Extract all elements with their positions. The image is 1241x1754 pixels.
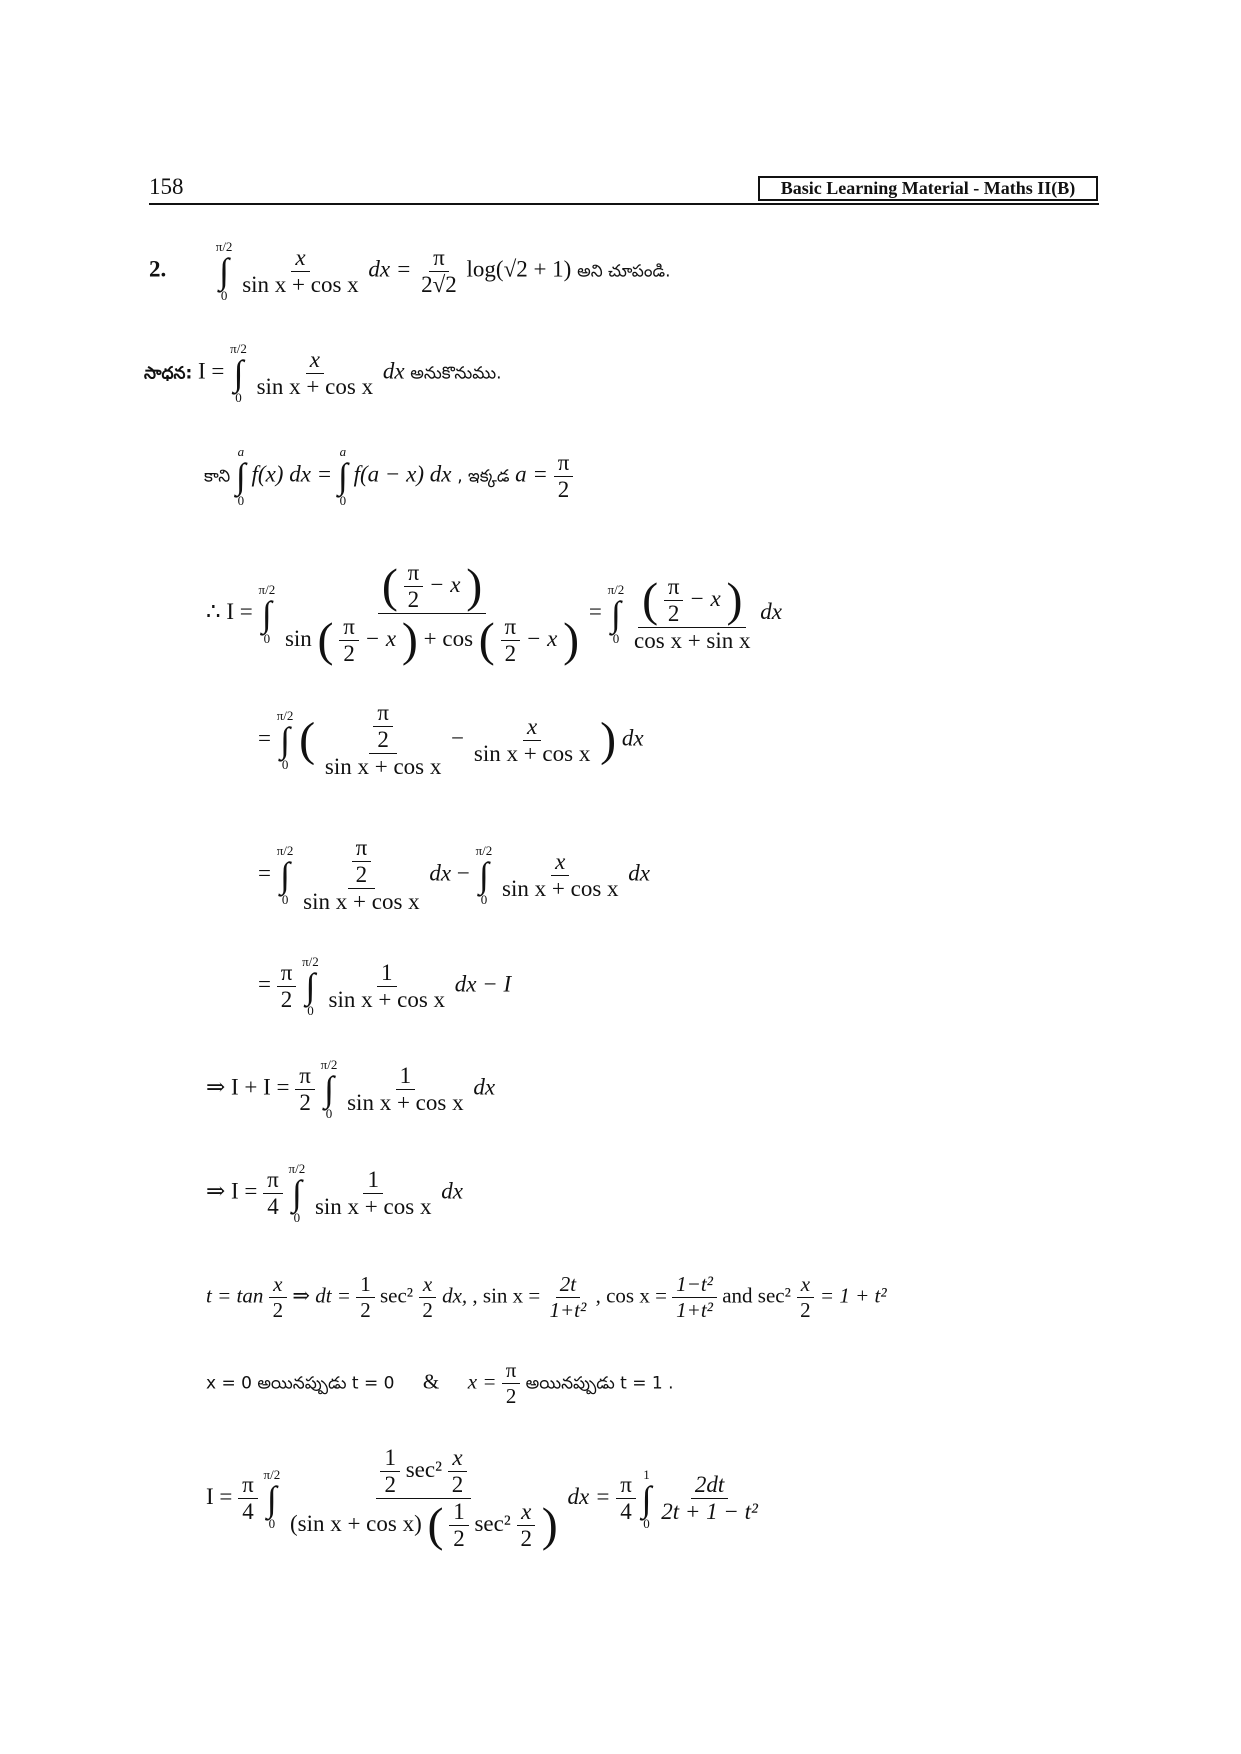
solution-line-6: = $\frac{\pi}{2}$ π/2 ∫ 0 $\frac{1}{\text{sin x + cos x}}$ dx − I xyxy=(258,954,512,1018)
solution-line-1: సాధన: I = π/2 ∫ 0 $\frac{x}{\text{sin x + cos x}}$ dx అనుకొనుము. xyxy=(144,341,502,405)
problem-number: 2. xyxy=(149,256,167,282)
running-header-title: Basic Learning Material - Maths II(B) xyxy=(758,176,1098,201)
solution-line-2: కాని a ∫ 0 f(x) dx = a ∫ 0 f(a − x) dx , ఇక్కడ a = $\frac{\pi}{2}$ xyxy=(204,445,573,507)
solution-label: సాధన: xyxy=(144,363,193,384)
solution-line-8: ⇒ I = $\frac{\pi}{4}$ π/2 ∫ 0 $\frac{1}{\text{sin x + cos x}}$ dx xyxy=(206,1161,463,1225)
solution-line-9: t = tan $\frac{x}{2}$ ⇒ dt = $\frac{1}{2}$ sec² $\frac{x}{2}$ dx, , sin x = $\frac{2t}{\text{1+t²}}$ , cos x = $\frac{\text{1−t²}}{\text{1+t²}}$ and sec² $\frac{x}{2}$ = 1 + t² xyxy=(206,1272,887,1322)
integrand-fraction: $\frac{x}{\text{sin x + cos x}}$ xyxy=(242,244,359,297)
solution-line-5: = π/2 ∫ 0 $\frac{\frac{\pi}{2}}{\text{sin x + cos x}}$ dx − π/2 ∫ 0 $\frac{x}{\text{sin x + cos x}}$ dx xyxy=(258,835,650,914)
solution-line-10: x = 0 అయినప్పుడు t = 0 & x = $\frac{\pi}{2}$ అయినప్పుడు t = 1 . xyxy=(206,1358,674,1408)
integral-sign: π/2 ∫ 0 xyxy=(215,239,233,303)
solution-line-11: I = $\frac{\pi}{4}$ π/2 ∫ 0 $\frac{1}{2}$ sec² $\frac{x}{2}$ (sin x + cos x) ( $\frac{1}{2}$ sec² $\frac{x}{2}$ ) dx = $\frac{\pi}{4}$ 1 ∫ 0 $\frac{2dt}{\text{2t + 1 − t²}}$ xyxy=(206,1445,758,1552)
header-rule xyxy=(149,203,1099,205)
problem-statement: 2. π/2 ∫ 0 $\frac{x}{\text{sin x + cos x}}$ dx = $\frac{\pi}{2√2}$ log(√2 + 1) అని చూపండి. xyxy=(149,239,671,303)
page-number: 158 xyxy=(149,174,184,199)
solution-line-7: ⇒ I + I = $\frac{\pi}{2}$ π/2 ∫ 0 $\frac{1}{\text{sin x + cos x}}$ dx xyxy=(206,1057,496,1121)
rhs-fraction: $\frac{\pi}{2√2}$ xyxy=(421,244,457,297)
solution-line-4: = π/2 ∫ 0 ( $\frac{\frac{\pi}{2}}{\text{sin x + cos x}}$ − $\frac{x}{\text{sin x + cos x}}$ ) dx xyxy=(258,700,644,779)
solution-line-3: ∴ I = π/2 ∫ 0 ( $\frac{\pi}{2}$ − x ) sin ( $\frac{\pi}{2}$ − x ) + cos ( $\frac{\pi}{2}$ − x ) = π/2 ∫ 0 ( $\frac{\pi}{2}$ − x ) cos x + sin x dx xyxy=(206,559,782,667)
integral-sign: π/2 ∫ 0 xyxy=(230,341,247,405)
